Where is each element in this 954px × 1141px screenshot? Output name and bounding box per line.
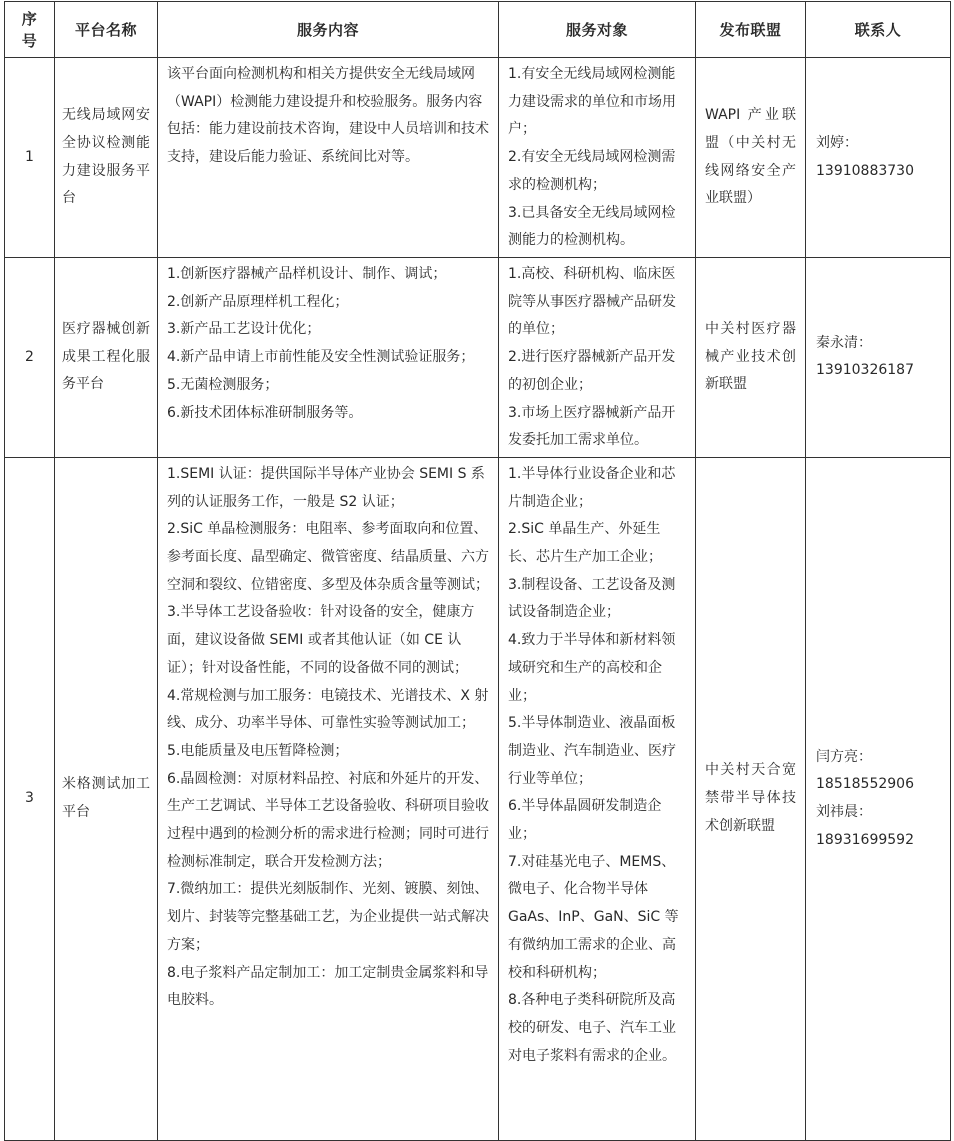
row-contact [806, 258, 951, 458]
row-alliance [696, 457, 806, 1140]
target-line: 4.致力于半导体和新材料领域研究和生产的高校和企业； [508, 632, 676, 704]
header-seq-text: 序号 [21, 9, 38, 50]
row-service-content [158, 258, 499, 458]
row-service-target [499, 258, 696, 458]
table-header-row [5, 2, 951, 58]
platform-name-text: 米格测试加工平台 [62, 776, 150, 820]
alliance-text: WAPI 产业联盟（中关村无线网络安全产业联盟） [705, 107, 796, 207]
row-platform-name [55, 457, 158, 1140]
contact-name: 刘婷： [816, 134, 858, 151]
target-line: 2.有安全无线局域网检测需求的检测机构； [508, 149, 676, 193]
target-line: 2.进行医疗器械新产品开发的初创企业； [508, 349, 676, 393]
target-line: 1.高校、科研机构、临床医院等从事医疗器械产品研发的单位； [508, 266, 676, 338]
content-line: 2.创新产品原理样机工程化； [167, 293, 349, 310]
content-line: 4.新产品申请上市前性能及安全性测试验证服务； [167, 349, 475, 366]
content-line: 8.电子浆料产品定制加工：加工定制贵金属浆料和导电胶料。 [167, 964, 489, 1009]
content-line: 5.电能质量及电压暂降检测； [167, 742, 349, 759]
row-service-target [499, 58, 696, 258]
target-line: 7.对硅基光电子、MEMS、微电子、化合物半导体 GaAs、InP、GaN、SiC 等有微纳加工需求的企业、高校和科研机构； [508, 853, 679, 981]
target-line: 6.半导体晶圆研发制造企业； [508, 798, 662, 843]
target-line: 8.各种电子类科研院所及高校的研发、电子、汽车工业对电子浆料有需求的企业。 [508, 992, 676, 1064]
service-platform-table [4, 1, 951, 1141]
target-line: 5.半导体制造业、液晶面板制造业、汽车制造业、医疗行业等单位； [508, 715, 676, 787]
contact-name: 刘祎晨： [816, 803, 872, 820]
header-content: 服务内容 [158, 2, 499, 58]
target-line: 1.有安全无线局域网检测能力建设需求的单位和市场用户； [508, 66, 676, 138]
header-seq [5, 2, 55, 58]
platform-name-text: 无线局域网安全协议检测能力建设服务平台 [62, 107, 150, 207]
target-line: 2.SiC 单晶生产、外延生长、芯片生产加工企业； [508, 521, 662, 566]
content-line: 1.SEMI 认证：提供国际半导体产业协会 SEMI S 系列的认证服务工作，一般是 S2 认证； [167, 465, 485, 510]
content-line: 4.常规检测与加工服务：电镜技术、光谱技术、X 射线、成分、功率半导体、可靠性实验等测试加工； [167, 687, 489, 732]
row-service-content [158, 457, 499, 1140]
target-line: 3.制程设备、工艺设备及测试设备制造企业； [508, 576, 676, 621]
content-line: 3.半导体工艺设备验收：针对设备的安全，健康方面，建议设备做 SEMI 或者其他认证（如 CE 认证）；针对设备性能，不同的设备做不同的测试； [167, 604, 475, 676]
row-service-target [499, 457, 696, 1140]
row-seq: 1 [5, 58, 55, 258]
content-line: 2.SiC 单晶检测服务：电阻率、参考面取向和位置、参考面长度、晶型确定、微管密度、结晶质量、六方空洞和裂纹、位错密度、多型及体杂质含量等测试； [167, 521, 489, 593]
contact-name: 秦永清： [816, 334, 872, 351]
row-platform-name [55, 58, 158, 258]
contact-phone: 13910326187 [816, 362, 914, 379]
content-line: 该平台面向检测机构和相关方提供安全无线局域网（WAPI）检测能力建设提升和校验服务。服务内容包括：能力建设前技术咨询，建设中人员培训和技术支持，建设后能力验证、系统间比对等。 [167, 66, 489, 166]
content-line: 7.微纳加工：提供光刻版制作、光刻、镀膜、刻蚀、划片、封装等完整基础工艺，为企业提供一站式解决方案； [167, 881, 489, 953]
contact-phone: 18931699592 [816, 831, 914, 848]
content-line: 1.创新医疗器械产品样机设计、制作、调试； [167, 266, 447, 282]
row-seq: 2 [5, 258, 55, 458]
row-contact [806, 457, 951, 1140]
header-target: 服务对象 [499, 2, 696, 58]
contact-name: 闫方亮： [816, 748, 872, 765]
target-line: 3.市场上医疗器械新产品开发委托加工需求单位。 [508, 404, 676, 449]
table-body [5, 58, 951, 1141]
table-row [5, 58, 951, 258]
row-alliance [696, 58, 806, 258]
content-line: 3.新产品工艺设计优化； [167, 321, 321, 338]
alliance-text: 中关村天合宽禁带半导体技术创新联盟 [705, 762, 796, 834]
header-contact: 联系人 [806, 2, 951, 58]
row-service-content [158, 58, 499, 258]
row-platform-name [55, 258, 158, 458]
table-row [5, 258, 951, 458]
table-row [5, 457, 951, 1140]
target-line: 1.半导体行业设备企业和芯片制造企业； [508, 465, 676, 510]
row-seq: 3 [5, 457, 55, 1140]
row-alliance [696, 258, 806, 458]
alliance-text: 中关村医疗器械产业技术创新联盟 [705, 320, 796, 393]
header-name: 平台名称 [55, 2, 158, 58]
target-line: 3.已具备安全无线局域网检测能力的检测机构。 [508, 204, 676, 249]
contact-phone: 13910883730 [816, 162, 914, 179]
platform-name-text: 医疗器械创新成果工程化服务平台 [62, 320, 150, 393]
header-alliance: 发布联盟 [696, 2, 806, 58]
content-line: 6.新技术团体标准研制服务等。 [167, 404, 363, 421]
content-line: 5.无菌检测服务； [167, 376, 279, 393]
row-contact [806, 58, 951, 258]
contact-phone: 18518552906 [816, 776, 914, 793]
content-line: 6.晶圆检测：对原材料品控、衬底和外延片的开发、生产工艺调试、半导体工艺设备验收、科研项目验收过程中遇到的检测分析的需求进行检测；同时可进行检测标准制定，联合开发检测方法； [167, 770, 489, 870]
